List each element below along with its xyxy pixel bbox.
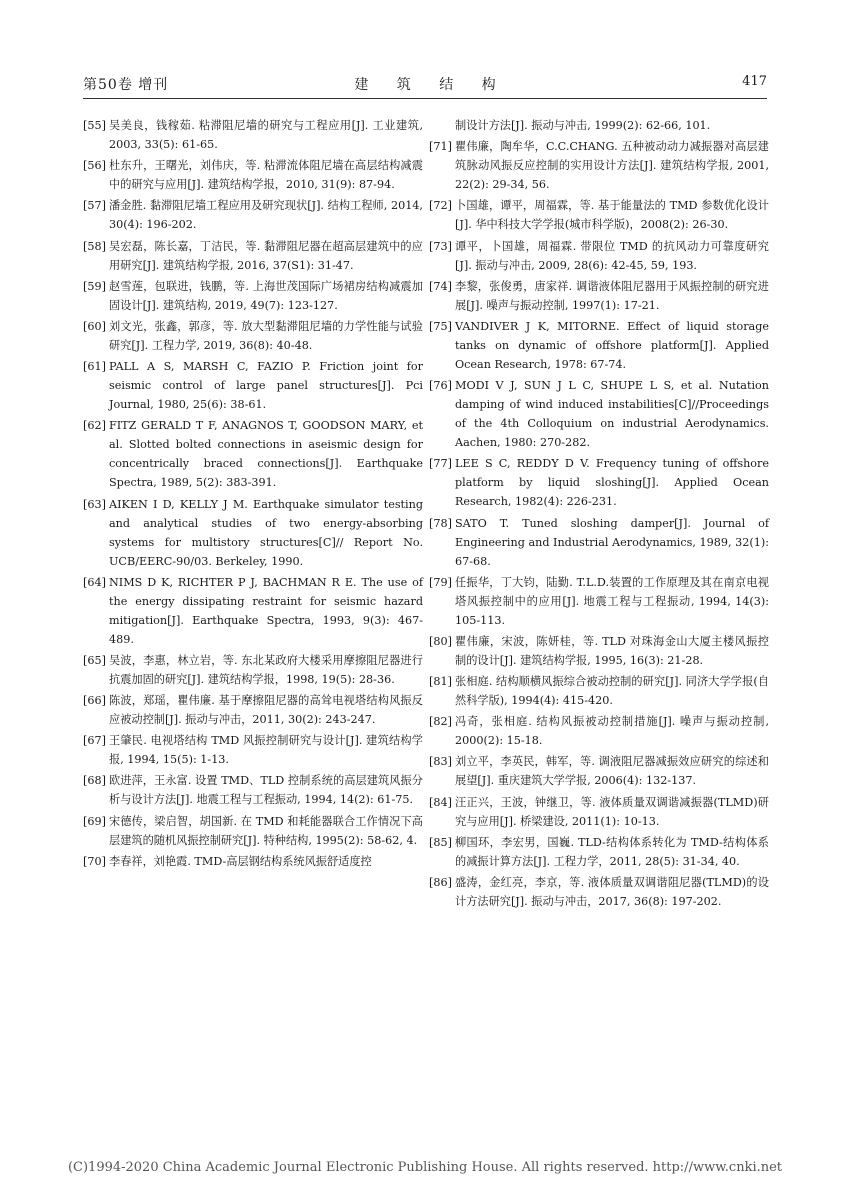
reference-item: [83, 651, 423, 689]
reference-text: MODI V J, SUN J L C, SHUPE L S, et al. Nutation damping of wind induced instabilities[C]//Proceedings of the 4th Colloquium on industrial Aerodynamics. Aachen, 1980: 270-282.: [455, 379, 769, 450]
reference-number: [63]: [83, 497, 106, 511]
reference-text: 卜国雄，谭平，周福霖，等. 基于能量法的 TMD 参数优化设计[J]. 华中科技大学学报(城市科学版)，2008(2): 26-30.: [455, 199, 769, 232]
reference-item: [83, 852, 423, 871]
reference-number: [55]: [83, 119, 106, 132]
reference-item: [429, 137, 769, 194]
reference-text: 制设计方法[J]. 振动与冲击, 1999(2): 62-66, 101.: [455, 119, 711, 132]
reference-text: 吴宏磊，陈长嘉，丁洁民，等. 黏滞阻尼器在超高层建筑中的应用研究[J]. 建筑结构学报, 2016, 37(S1): 31-47.: [109, 239, 423, 272]
reference-text: 潘金胜. 黏滞阻尼墙工程应用及研究现状[J]. 结构工程师, 2014, 30(4): 196-202.: [109, 199, 423, 232]
reference-item: [429, 752, 769, 790]
reference-number: [56]: [83, 159, 106, 173]
reference-text: VANDIVER J K, MITORNE. Effect of liquid storage tanks on dynamic of offshore platform[J]. Applied Ocean Research, 1978: 67-74.: [455, 319, 769, 371]
reference-number: [80]: [429, 634, 452, 648]
page-header: [83, 70, 767, 99]
reference-item: [83, 196, 423, 234]
reference-number: [78]: [429, 516, 452, 530]
reference-item: [83, 812, 423, 850]
reference-text: 欧进萍，王永富. 设置 TMD、TLD 控制系统的高层建筑风振分析与设计方法[J]. 地震工程与工程振动, 1994, 14(2): 61-75.: [109, 774, 423, 807]
reference-text: 汪正兴，王波，钟继卫，等. 液体质量双调谐减振器(TLMD)研究与应用[J]. 桥梁建设, 2011(1): 10-13.: [455, 795, 769, 828]
reference-item: [429, 833, 769, 871]
reference-number: [83]: [429, 755, 452, 769]
reference-text: 瞿伟廉，陶牟华，C.C.CHANG. 五种被动动力减振器对高层建筑脉动风振反应控制的实用设计方法[J]. 建筑结构学报, 2001, 22(2): 29-34, 56.: [455, 140, 769, 192]
reference-text: 瞿伟廉，宋波，陈妍桂，等. TLD 对珠海金山大厦主楼风振控制的设计[J]. 建筑结构学报, 1995, 16(3): 21-28.: [455, 634, 769, 667]
reference-number: [76]: [429, 379, 452, 393]
reference-text: 谭平，卜国雄，周福霖. 带限位 TMD 的抗风动力可靠度研究[J]. 振动与冲击, 2009, 28(6): 42-45, 59, 193.: [455, 239, 769, 272]
reference-number: [81]: [429, 675, 452, 689]
reference-item: [429, 712, 769, 750]
reference-text: 刘立平，李英民，韩军，等. 调液阻尼器减振效应研究的综述和展望[J]. 重庆建筑大学学报, 2006(4): 132-137.: [455, 755, 769, 788]
reference-item: [83, 156, 423, 194]
reference-number: [69]: [83, 814, 106, 828]
reference-number: [66]: [83, 694, 106, 708]
reference-text: NIMS D K, RICHTER P J, BACHMAN R E. The use of the energy dissipating restraint for seismic hazard mitigation[J]. Earthquake Spectra, 1993, 9(3): 467-489.: [109, 575, 423, 646]
reference-text: 任振华，丁大钧，陆勤. T.L.D.装置的工作原理及其在南京电视塔风振控制中的应用[J]. 地震工程与工程振动, 1994, 14(3): 105-113.: [455, 575, 769, 627]
reference-item: [429, 237, 769, 275]
reference-text: 陈波，郑瑶，瞿伟廉. 基于摩擦阻尼器的高耸电视塔结构风振反应被动控制[J]. 振动与冲击，2011, 30(2): 243-247.: [109, 694, 423, 727]
reference-item: [83, 771, 423, 809]
reference-number: [64]: [83, 575, 106, 589]
reference-item: [83, 357, 423, 414]
reference-item: [83, 495, 423, 571]
reference-number: [62]: [83, 419, 106, 433]
reference-item: [429, 277, 769, 315]
reference-number: [72]: [429, 199, 452, 213]
reference-item: [429, 317, 769, 374]
reference-item: [429, 376, 769, 452]
reference-number: [79]: [429, 575, 452, 589]
reference-text: 张相庭. 结构顺横风振综合被动控制的研究[J]. 同济大学学报(自然科学版), 1994(4): 415-420.: [455, 675, 769, 708]
references-left-column: [83, 116, 423, 873]
reference-text: FITZ GERALD T F, ANAGNOS T, GOODSON MARY, et al. Slotted bolted connections in aseismic design for concentrically braced connections[J]. Earthquake Spectra, 1989, 5(2): 383-391.: [109, 419, 423, 490]
reference-text: PALL A S, MARSH C, FAZIO P. Friction joint for seismic control of large panel structures[J]. Pci Journal, 1980, 25(6): 38-61.: [109, 360, 423, 412]
reference-item: [429, 873, 769, 911]
reference-number: [75]: [429, 319, 452, 333]
reference-number: [67]: [83, 734, 106, 748]
reference-item: [83, 416, 423, 492]
reference-item: [429, 454, 769, 511]
reference-text: 杜东升，王曙光，刘伟庆，等. 粘滞流体阻尼墙在高层结构减震中的研究与应用[J]. 建筑结构学报，2010, 31(9): 87-94.: [109, 159, 423, 192]
reference-item: [429, 632, 769, 670]
references-right-column: [429, 116, 769, 913]
reference-text: 刘文光，张鑫，郭彦，等. 放大型黏滞阻尼墙的力学性能与试验研究[J]. 工程力学, 2019, 36(8): 40-48.: [109, 319, 423, 352]
reference-text: 吴波，李惠，林立岩，等. 东北某政府大楼采用摩擦阻尼器进行抗震加固的研究[J]. 建筑结构学报，1998, 19(5): 28-36.: [109, 653, 423, 686]
reference-text: 柳国环，李宏男，国巍. TLD-结构体系转化为 TMD-结构体系的减振计算方法[J]. 工程力学，2011, 28(5): 31-34, 40.: [455, 835, 769, 868]
reference-number: [59]: [83, 279, 106, 293]
reference-number: [68]: [83, 774, 106, 788]
reference-number: [70]: [83, 854, 106, 868]
reference-item: [429, 196, 769, 234]
reference-number: [86]: [429, 876, 452, 889]
reference-number: [82]: [429, 715, 452, 729]
reference-item: [83, 731, 423, 769]
journal-title: 建 筑 结 构: [354, 77, 508, 93]
reference-number: [85]: [429, 835, 452, 849]
reference-number: [58]: [83, 239, 106, 253]
reference-text: 赵雪莲，包联进，钱鹏，等. 上海世茂国际广场裙房结构减震加固设计[J]. 建筑结构, 2019, 49(7): 123-127.: [109, 279, 423, 312]
reference-number: [61]: [83, 360, 106, 374]
reference-text: 冯奇，张相庭. 结构风振被动控制措施[J]. 噪声与振动控制, 2000(2): 15-18.: [455, 715, 769, 748]
reference-item: [83, 237, 423, 275]
reference-item: [429, 793, 769, 831]
reference-number: [84]: [429, 795, 452, 809]
reference-item: [83, 573, 423, 649]
reference-text: 盛涛，金红亮，李京，等. 液体质量双调谐阻尼器(TLMD)的设计方法研究[J]. 振动与冲击，2017, 36(8): 197-202.: [455, 876, 769, 908]
reference-text: AIKEN I D, KELLY J M. Earthquake simulator testing and analytical studies of two energy-absorbing systems for multistory structures[C]// Report No. UCB/EERC-90/03. Berkeley, 1990.: [109, 497, 423, 568]
volume-label: 第50卷 增刊: [83, 77, 169, 93]
reference-item: [83, 277, 423, 315]
reference-number: [74]: [429, 279, 452, 293]
reference-item: [83, 116, 423, 154]
copyright-footer: (C)1994-2020 China Academic Journal Electronic Publishing House. All rights reserved. http://www.cnki.net: [67, 1160, 783, 1175]
reference-number: [57]: [83, 199, 106, 213]
reference-text: LEE S C, REDDY D V. Frequency tuning of offshore platform by liquid sloshing[J]. Applied Ocean Research, 1982(4): 226-231.: [455, 457, 769, 509]
reference-text: 王肇民. 电视塔结构 TMD 风振控制研究与设计[J]. 建筑结构学报, 1994, 15(5): 1-13.: [109, 734, 423, 767]
reference-text: 吴美良，钱稼茹. 粘滞阻尼墙的研究与工程应用[J]. 工业建筑, 2003, 33(5): 61-65.: [109, 119, 423, 151]
reference-item: [429, 514, 769, 571]
reference-number: [73]: [429, 239, 452, 253]
reference-item: [429, 672, 769, 710]
reference-text: SATO T. Tuned sloshing damper[J]. Journal of Engineering and Industrial Aerodynamics, 1989, 32(1): 67-68.: [455, 516, 769, 568]
reference-item: [429, 573, 769, 630]
reference-text: 宋德传，梁启智，胡国新. 在 TMD 和耗能器联合工作情况下高层建筑的随机风振控制研究[J]. 特种结构, 1995(2): 58-62, 4.: [109, 814, 423, 847]
reference-item: [83, 317, 423, 355]
reference-text: 李春祥，刘艳霞. TMD-高层钢结构系统风振舒适度控: [109, 854, 372, 868]
reference-number: [60]: [83, 319, 106, 333]
reference-number: [77]: [429, 457, 452, 471]
page-number: 417: [742, 74, 767, 89]
reference-number: [71]: [429, 140, 452, 154]
reference-text: 李黎，张俊勇，唐家祥. 调谐液体阻尼器用于风振控制的研究进展[J]. 噪声与振动控制, 1997(1): 17-21.: [455, 279, 769, 312]
reference-number: [65]: [83, 653, 106, 667]
reference-item: [83, 691, 423, 729]
reference-item: [429, 116, 769, 135]
